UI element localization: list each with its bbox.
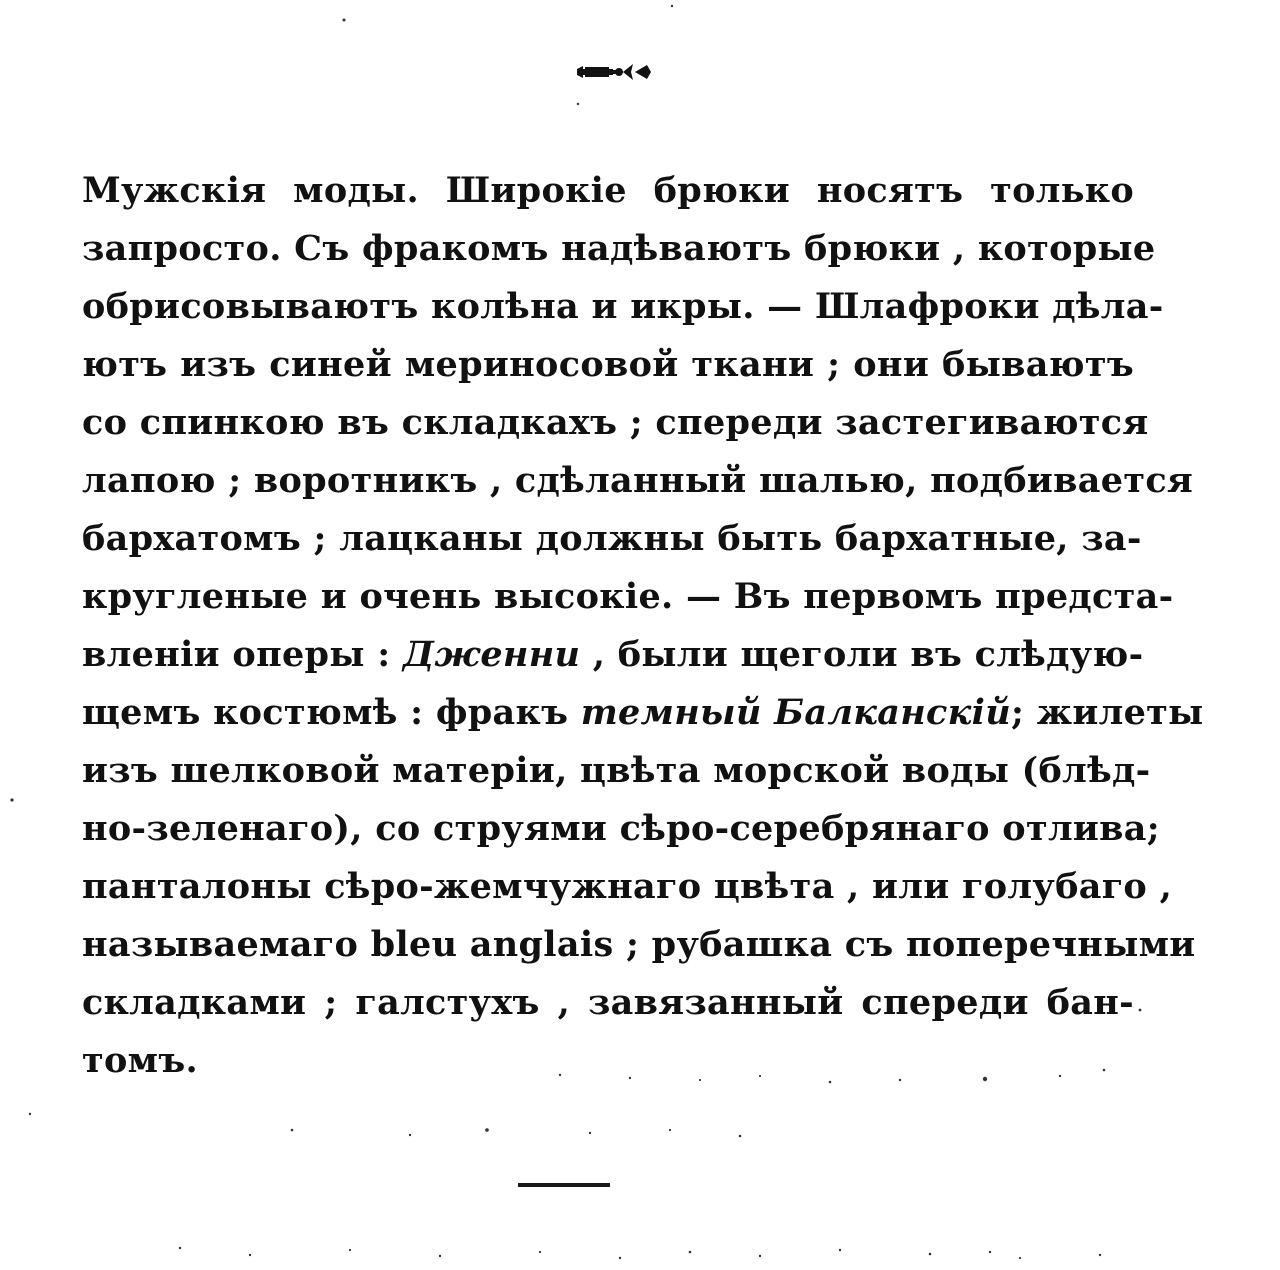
text-line-15: складками ; галстухъ , завязанный спереди бан- bbox=[82, 982, 1134, 1023]
text-line-10 bbox=[82, 684, 1204, 742]
text-line-5: со спинкою въ складкахъ ; спереди застегиваются bbox=[82, 402, 1149, 443]
text-line-12: но-зеленаго), со струями сѣро-серебрянаго отлива; bbox=[82, 808, 1160, 849]
closing-rule bbox=[518, 1183, 610, 1187]
text-line-13: панталоны сѣро-жемчужнаго цвѣта , или голубаго , bbox=[82, 866, 1173, 907]
printer-ornament-icon bbox=[575, 60, 653, 84]
text-line-3: обрисовываютъ колѣна и икры. — Шлафроки дѣла- bbox=[82, 286, 1164, 327]
body-paragraph bbox=[82, 162, 1204, 1090]
line-9-before: вленіи оперы : bbox=[82, 634, 403, 675]
text-line-2: запросто. Съ фракомъ надѣваютъ брюки , которые bbox=[82, 228, 1156, 269]
text-line-9 bbox=[82, 626, 1144, 684]
coat-color-italic: темный Балканскій bbox=[580, 692, 1011, 733]
text-line-16: томъ. bbox=[82, 1040, 198, 1081]
opera-title-italic: Дженни bbox=[402, 634, 581, 675]
text-line-4: ютъ изъ синей мериносовой ткани ; они бываютъ bbox=[82, 344, 1134, 385]
text-line-11: изъ шелковой матеріи, цвѣта морской воды (блѣд- bbox=[82, 750, 1151, 791]
text-line-1: Мужскія моды. Широкіе брюки носятъ только bbox=[82, 170, 1134, 211]
line-10-before: щемъ костюмѣ : фракъ bbox=[82, 692, 581, 733]
text-line-14: называемаго bleu anglais ; рубашка съ поперечными bbox=[82, 924, 1196, 965]
text-line-7: бархатомъ ; лацканы должны быть бархатные, за- bbox=[82, 518, 1142, 559]
text-line-6: лапою ; воротникъ , сдѣланный шалью, подбивается bbox=[82, 460, 1194, 501]
text-line-8: кругленые и очень высокіе. — Въ первомъ предста- bbox=[82, 576, 1174, 617]
line-10-after: ; жилеты bbox=[1010, 692, 1204, 733]
line-9-after: , были щеголи въ слѣдую- bbox=[580, 634, 1144, 675]
